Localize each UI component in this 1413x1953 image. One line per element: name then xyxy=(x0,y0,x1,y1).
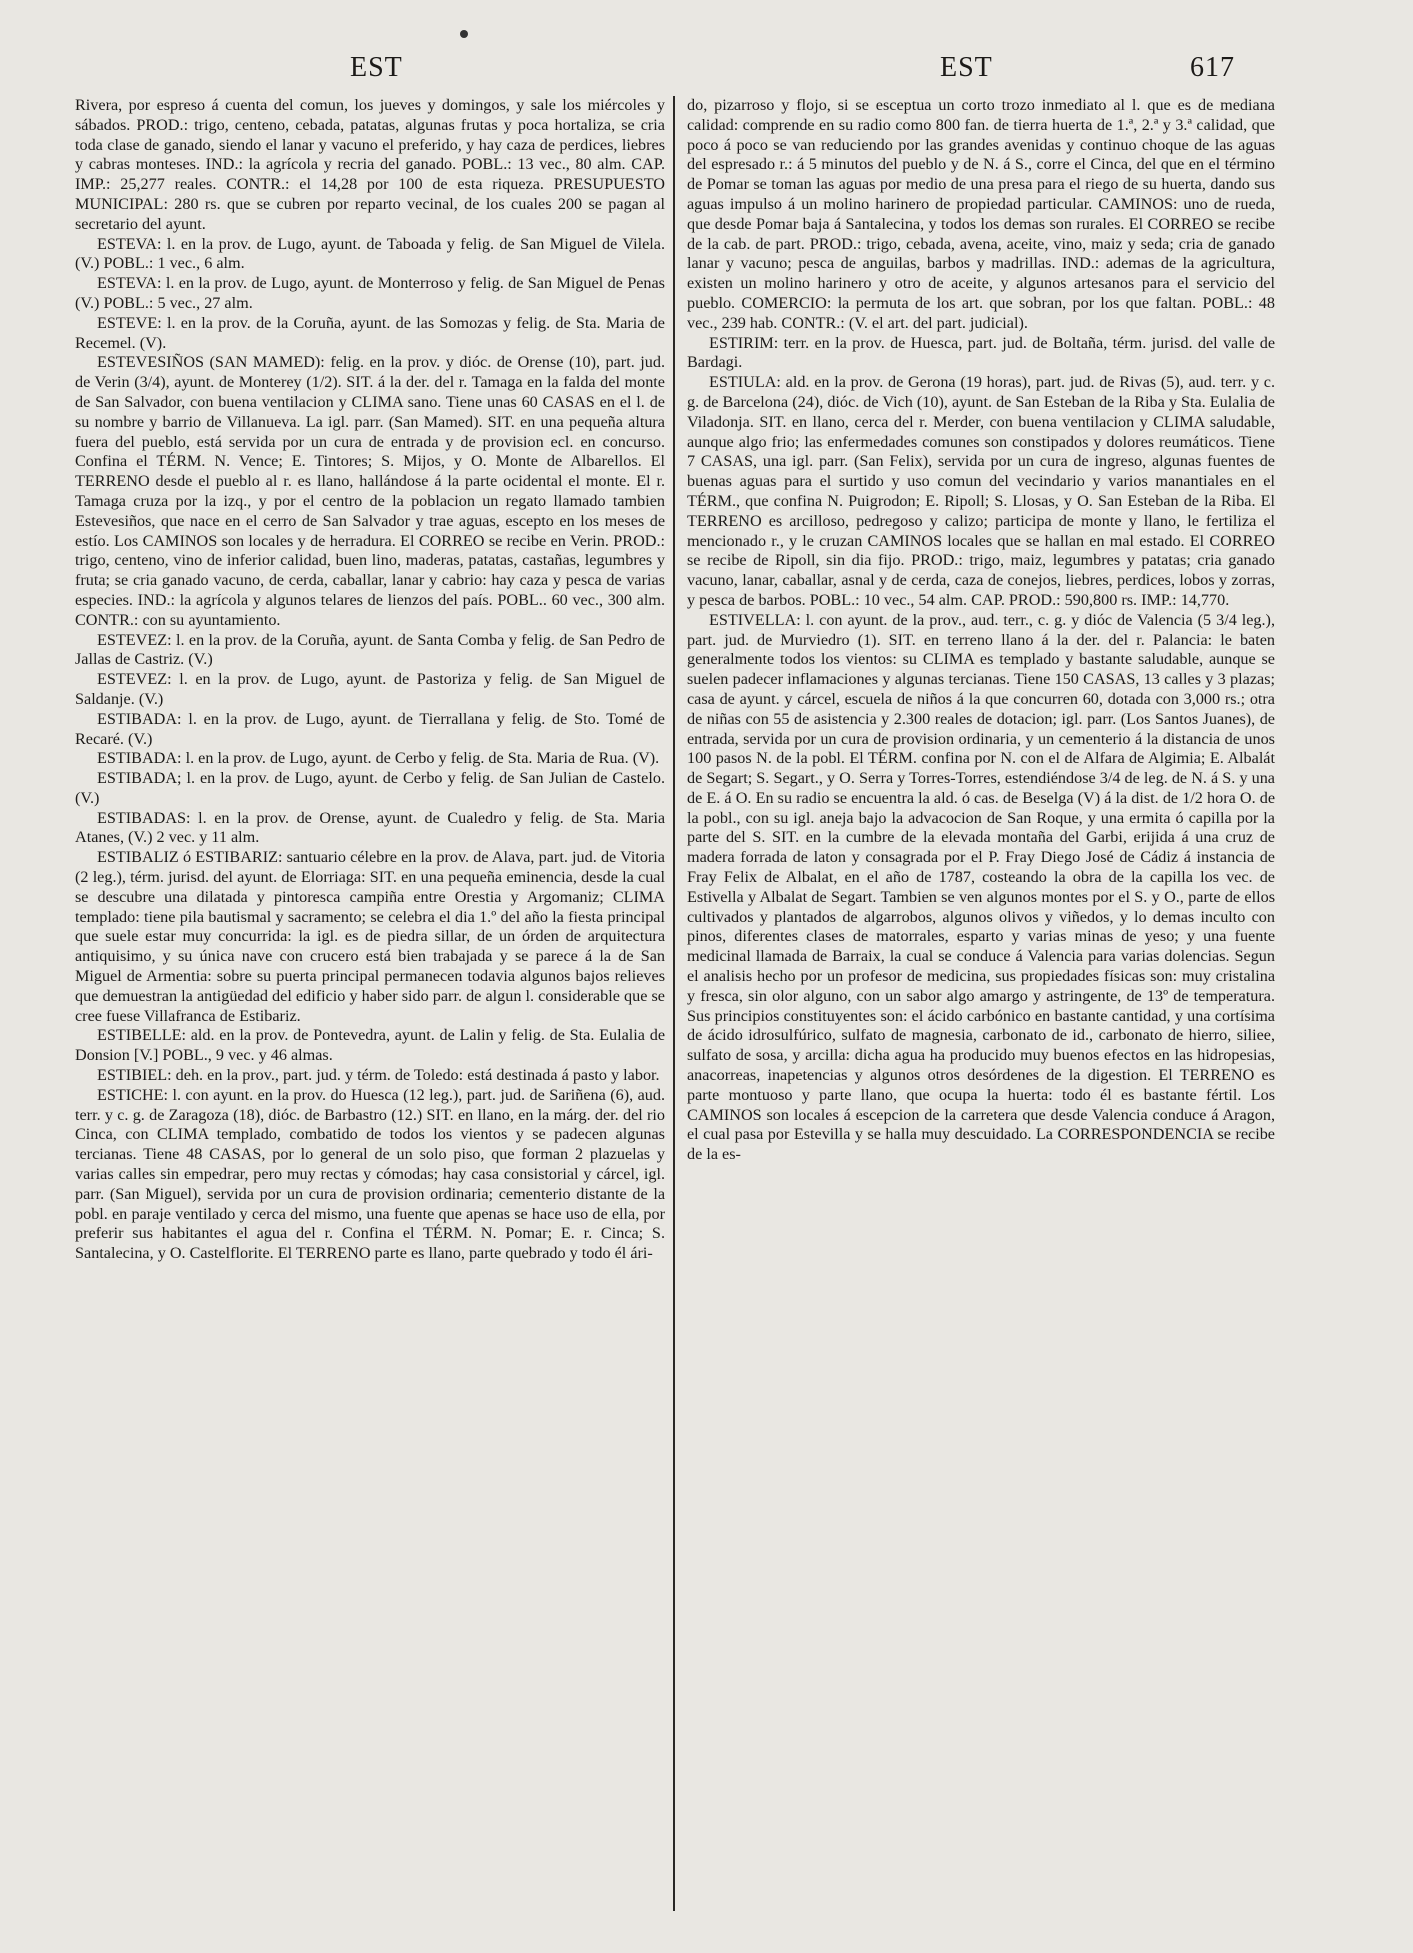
entry-paragraph: ESTIULA: ald. en la prov. de Gerona (19 horas), part. jud. de Rivas (5), aud. terr. y c. g. de Barcelona (24), dióc. de Vich (10), ayunt. de San Esteban de la Riba y Sta. Eulalia de Viladonja. SIT. en llano, cerca del r. Merder, con buena ventilacion y CLIMA saludable, aunque algo frio; las enfermedades comunes son constipados y dolores reumáticos. Tiene 7 CASAS, una igl. parr. (San Felix), servida por un cura de ingreso, algunas fuentes de buenas aguas para el surtido y uso comun del vecindario y varios manantiales en el TÉRM., que confina N. Puigrodon; E. Ripoll; S. Llosas, y O. San Esteban de la Riba. El TERRENO es arcilloso, pedregoso y calizo; participa de monte y llano, le fertiliza el mencionado r., y le cruzan CAMINOS locales que se hallan en mal estado. El CORREO se recibe de Ripoll, sin dia fijo. PROD.: trigo, maiz, legumbres y patatas; cria ganado vacuno, lanar, caballar, asnal y de cerda, caza de conejos, liebres, perdices, lobos y zorras, y pesca de barbos. POBL.: 10 vec., 54 alm. CAP. PROD.: 590,800 rs. IMP.: 14,770. xyxy=(687,373,1275,609)
entry-paragraph: Rivera, por espreso á cuenta del comun, los jueves y domingos, y sale los miércoles y sábados. PROD.: trigo, centeno, cebada, patatas, algunas frutas y poca hortaliza, se cria toda clase de ganado, siendo el lanar y vacuno el preferido, y hay caza de perdices, liebres y cabras monteses. IND.: la agrícola y recria del ganado. POBL.: 13 vec., 80 alm. CAP. IMP.: 25,277 reales. CONTR.: el 14,28 por 100 de esta riqueza. PRESUPUESTO MUNICIPAL: 280 rs. que se cubren por reparto vecinal, de los cuales 200 se pagan al secretario del ayunt. xyxy=(75,96,665,233)
entry-paragraph: ESTIVELLA: l. con ayunt. de la prov., aud. terr., c. g. y dióc de Valencia (5 3/4 leg.), part. jud. de Murviedro (1). SIT. en terreno llano á la der. del r. Palancia: le baten generalmente todos los vientos: su CLIMA es templado y bastante saludable, aunque se suelen padecer inflamaciones y algunas tercianas. Tiene 150 CASAS, 13 calles y 3 plazas; casa de ayunt. y cárcel, escuela de niños á la que concurren 60, dotada con 3,000 rs.; otra de niñas con 55 de asistencia y 2.300 reales de dotacion; igl. parr. (Los Santos Juanes), de entrada, servida por un cura de provision ordinaria, y un cementerio á la distancia de unos 100 pasos N. de la pobl. El TÉRM. confina por N. con el de Alfara de Algimia; E. Albalát de Segart; S. Segart., y O. Serra y Torres-Torres, estendiéndose 3/4 de leg. de N. á S. y una de E. á O. En su radio se encuentra la ald. ó cas. de Beselga (V) á la dist. de 1/2 hora O. de la pobl., con su igl. aneja bajo la advacocion de San Roque, y una ermita ó capilla por la parte del S. SIT. en la cumbre de la elevada montaña del Garbi, erijida á una cruz de madera forrada de laton y consagrada por el P. Fray Diego José de Cádiz á instancia de Fray Felix de Albalat, en el año de 1787, costeando la obra de la capilla los vec. de Estivella y Albalat de Segart. Tambien se ven algunos montes por el S. y O., parte de ellos cultivados y plantados de algarrobos, algunos olivos y viñedos, y lo demas inculto con pinos, diferentes clases de matorrales, esparto y varias minas de yeso; y una fuente medicinal llamada de Barraix, la cual se conduce á Valencia para varias dolencias. Segun el analisis hecho por un profesor de medicina, sus propiedades físicas son: muy cristalina y fresca, sin olor alguno, con un sabor algo amargo y astringente, de 13º de temperatura. Sus principios constituyentes son: el ácido carbónico en bastante cantidad, y una cortísima de ácido idrosulfúrico, sulfato de magnesia, carbonato de id., carbonato de hierro, siliee, sulfato de sosa, y arcilla: dicha agua ha producido muy buenos efectos en las hidropesias, anacorreas, inapetencias y algunos otros desórdenes de la digestion. El TERRENO es parte montuoso y parte llano, que ocupa la huerta: todo él es bastante fértil. Los CAMINOS son locales á escepcion de la carretera que desde Valencia conduce á Aragon, el cual pasa por Estevilla y se halla muy descuidado. La CORRESPONDENCIA se recibe de la es- xyxy=(687,610,1275,1164)
entry-paragraph: ESTIBADA; l. en la prov. de Lugo, ayunt. de Cerbo y felig. de San Julian de Castelo. (V.) xyxy=(75,769,665,807)
entry-paragraph: ESTICHE: l. con ayunt. en la prov. do Huesca (12 leg.), part. jud. de Sariñena (6), aud. terr. y c. g. de Zaragoza (18), dióc. de Barbastro (12.) SIT. en llano, en la márg. der. del rio Cinca, con CLIMA templado, combatido de todos los vientos y se padecen algunas tercianas. Tiene 48 CASAS, por lo general de un solo piso, que forman 2 plazuelas y varias calles sin empedrar, pero muy rectas y cómodas; hay casa consistorial y cárcel, igl. parr. (San Miguel), servida por un cura de provision ordinaria; cementerio distante de la pobl. en paraje ventilado y cerca del mismo, una fuente que apenas se hace uso de ella, por preferir sus habitantes el agua del r. Confina el TÉRM. N. Pomar; E. r. Cinca; S. Santalecina, y O. Castelflorite. El TERRENO parte es llano, parte quebrado y todo él ári- xyxy=(75,1085,665,1263)
column-rule xyxy=(673,96,675,1911)
entry-paragraph: ESTIRIM: terr. en la prov. de Huesca, part. jud. de Boltaña, térm. jurisd. del valle de Bardagi. xyxy=(687,333,1275,372)
entry-paragraph: ESTEVEZ: l. en la prov. de la Coruña, ayunt. de Santa Comba y felig. de San Pedro de Jallas de Castriz. (V.) xyxy=(75,630,665,669)
page-mark xyxy=(460,30,468,38)
header-left: EST xyxy=(350,52,403,83)
left-column xyxy=(75,96,665,1264)
entry-paragraph: ESTIBALIZ ó ESTIBARIZ: santuario célebre en la prov. de Alava, part. jud. de Vitoria (2 leg.), térm. jurisd. del ayunt. de Elorriaga: SIT. en una pequeña eminencia, desde la cual se descubre una dilatada y pintoresca campiña entre Orestia y Argomaniz; CLIMA templado: tiene pila bautismal y sacramento; se celebra el dia 1.º del año la fiesta principal que suele estar muy concurrida: la igl. es de piedra sillar, de un órden de arquitectura antiquisimo, y su única nave con crucero está bien trabajada y se parece á la de San Miguel de Armentia: sobre su puerta principal permanecen todavia algunos bajos relieves que demuestran la antigüedad del edificio y haber sido parr. de algun l. considerable que se cree fuese Villafranca de Estibariz. xyxy=(75,848,665,1025)
entry-paragraph: ESTIBADAS: l. en la prov. de Orense, ayunt. de Cualedro y felig. de Sta. Maria Atanes, (V.) 2 vec. y 11 alm. xyxy=(75,808,665,847)
entry-paragraph: ESTIBIEL: deh. en la prov., part. jud. y térm. de Toledo: está destinada á pasto y labor. xyxy=(97,1066,660,1085)
entry-paragraph: ESTEVEZ: l. en la prov. de Lugo, ayunt. de Pastoriza y felig. de San Miguel de Saldanje. (V.) xyxy=(75,670,665,708)
entry-paragraph: do, pizarroso y flojo, si se esceptua un corto trozo inmediato al l. que es de mediana calidad: comprende en su radio como 800 fan. de tierra huerta de 1.ª, 2.ª y 3.ª calidad, que poco á poco se van reduciendo por las grandes avenidas y continuo choque de las aguas del espresado r.: á 5 minutos del pueblo y de N. á S., corre el Cinca, del que en el término de Pomar se toman las aguas por medio de una presa para el riego de su huerta, dando sus aguas impulso á un molino harinero de propiedad particular. CAMINOS: uno de rueda, que desde Pomar baja á Santalecina, y todos los demas son rurales. El CORREO se recibe de la cab. de part. PROD.: trigo, cebada, avena, aceite, vino, maiz y seda; cria de ganado lanar y vacuno; pesca de anguilas, barbos y madrillas. IND.: ademas de la agricultura, existen un molino harinero y otro de aceite, y algunos artesanos para el servicio del pueblo. COMERCIO: la permuta de los art. que sobran, por los que faltan. POBL.: 48 vec., 239 hab. CONTR.: (V. el art. del part. judicial). xyxy=(687,96,1275,332)
right-column xyxy=(687,96,1275,1165)
entry-paragraph: ESTIBELLE: ald. en la prov. de Pontevedra, ayunt. de Lalin y felig. de Sta. Eulalia de Donsion [V.] POBL., 9 vec. y 46 almas. xyxy=(75,1026,665,1065)
entry-paragraph: ESTEVE: l. en la prov. de la Coruña, ayunt. de las Somozas y felig. de Sta. Maria de Recemel. (V). xyxy=(75,313,665,352)
entry-paragraph: ESTIBADA: l. en la prov. de Lugo, ayunt. de Cerbo y felig. de Sta. Maria de Rua. (V). xyxy=(97,749,660,768)
entry-paragraph: ESTIBADA: l. en la prov. de Lugo, ayunt. de Tierrallana y felig. de Sto. Tomé de Recaré. (V.) xyxy=(75,709,665,748)
entry-paragraph: ESTEVA: l. en la prov. de Lugo, ayunt. de Monterroso y felig. de San Miguel de Penas (V.) POBL.: 5 vec., 27 alm. xyxy=(75,274,665,312)
header-right: EST xyxy=(940,52,993,83)
page-number: 617 xyxy=(1190,52,1235,83)
entry-paragraph: ESTEVESIÑOS (SAN MAMED): felig. en la prov. y dióc. de Orense (10), part. jud. de Verin (3/4), ayunt. de Monterey (1/2). SIT. á la der. del r. Tamaga en la falda del monte de San Salvador, con buena ventilacion y CLIMA sano. Tiene unas 60 CASAS en el l. de su nombre y barrio de Villanueva. La igl. parr. (San Mamed). SIT. en una pequeña altura fuera del pueblo, está servida por un cura de entrada y de provision ecl. en concurso. Confina el TÉRM. N. Vence; E. Tintores; S. Mijos, y O. Monte de Albarellos. El TERRENO desde el pueblo al r. es llano, hallándose á la parte ocidental el monte. El r. Tamaga cruza por la izq., y por el centro de la poblacion un regato llamado tambien Estevesiños, que nace en el cerro de San Salvador y trae aguas, escepto en los meses de estío. Los CAMINOS son locales y de herradura. El CORREO se recibe en Verin. PROD.: trigo, centeno, vino de inferior calidad, buen lino, maderas, patatas, castañas, legumbres y fruta; se cria ganado vacuno, de cerda, caballar, lanar y cabrio: hay caza y pesca de varias especies. IND.: la agrícola y algunos telares de lienzos del país. POBL.. 60 vec., 300 alm. CONTR.: con su ayuntamiento. xyxy=(75,353,665,629)
entry-paragraph: ESTEVA: l. en la prov. de Lugo, ayunt. de Taboada y felig. de San Miguel de Vilela. (V.) POBL.: 1 vec., 6 alm. xyxy=(75,234,665,273)
